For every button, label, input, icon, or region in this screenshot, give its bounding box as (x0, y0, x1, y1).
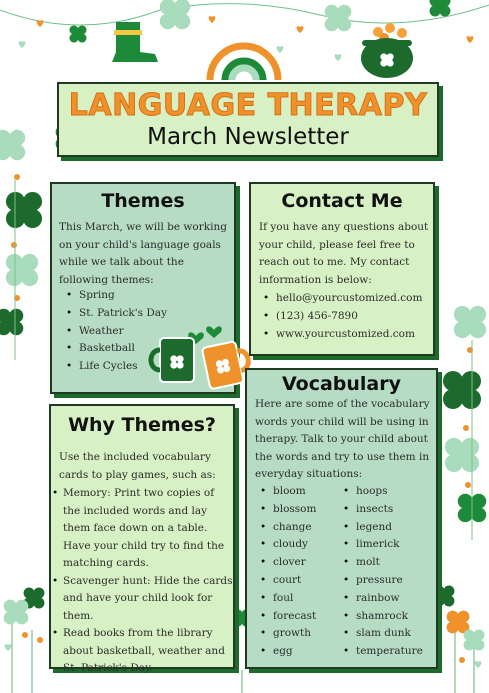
why-themes-intro: Use the included vocabulary cards to play games, such as: (59, 451, 216, 481)
why-themes-section (49, 404, 235, 674)
vocabulary-list-left (256, 483, 316, 661)
pot-of-gold-icon (361, 23, 413, 78)
mugs-icon (146, 322, 256, 394)
newsletter-subtitle: March Newsletter (147, 124, 349, 150)
contact-email[interactable]: • hello@yourcustomized.com (259, 290, 422, 308)
list-item: • foul (256, 590, 316, 608)
list-item: • limerick (339, 536, 423, 554)
shamrock-icon (24, 588, 45, 609)
list-item: • hoops (339, 483, 423, 501)
vocabulary-section (245, 368, 438, 669)
shamrock-icon (454, 306, 486, 338)
shamrock-icon (6, 254, 38, 286)
list-item: • rainbow (339, 590, 423, 608)
list-item: • Scavenger hunt: Hide the cards and have your child look for them. (51, 573, 233, 626)
shamrock-icon (325, 5, 352, 32)
list-item: • slam dunk (339, 625, 423, 643)
flower-icon (447, 611, 470, 634)
shamrock-icon (445, 438, 479, 472)
list-item: • St. Patrick's Day (62, 305, 167, 323)
list-item: • forecast (256, 608, 316, 626)
list-item: • Basketball (62, 340, 167, 358)
list-item: • clover (256, 554, 316, 572)
shamrock-icon (0, 309, 23, 336)
shamrock-icon (458, 494, 487, 523)
shamrock-icon (443, 371, 481, 409)
list-item: • change (256, 519, 316, 537)
list-item: • court (256, 572, 316, 590)
list-item: • Life Cycles (62, 358, 167, 376)
title-banner (57, 82, 439, 157)
vocabulary-intro: Here are some of the vocabulary words your child will be using in therapy. Talk to your child about the words and try to use them in everyday situations: (255, 398, 430, 480)
list-item: • cloudy (256, 536, 316, 554)
why-themes-list (51, 485, 233, 678)
list-item: • Spring (62, 287, 167, 305)
list-item: • Read books from the library about basketball, weather and St. Patrick's Day. (51, 625, 233, 678)
shamrock-icon (160, 0, 190, 29)
list-item: • legend (339, 519, 423, 537)
contact-intro: If you have any questions about your child, please feel free to reach out to me. My contact information is below: (259, 221, 429, 286)
vocabulary-list-right (339, 483, 423, 661)
list-item: • growth (256, 625, 316, 643)
newsletter-title: LANGUAGE THERAPY (68, 88, 428, 123)
vocabulary-heading: Vocabulary (281, 373, 402, 395)
contact-heading: Contact Me (281, 190, 403, 212)
contact-section (249, 182, 435, 356)
list-item: • shamrock (339, 608, 423, 626)
list-item: • temperature (339, 643, 423, 661)
boot-icon (112, 22, 158, 62)
list-item: • blossom (256, 501, 316, 519)
list-item: • Memory: Print two copies of the included words and lay them face down on a table. Have your child try to find the matching cards. (51, 485, 233, 573)
why-themes-heading: Why Themes? (68, 414, 216, 436)
list-item: • pressure (339, 572, 423, 590)
shamrock-icon (69, 25, 86, 42)
shamrock-icon (6, 192, 42, 228)
themes-heading: Themes (101, 190, 185, 212)
shamrock-icon (430, 0, 451, 16)
shamrock-icon (0, 130, 25, 160)
shamrock-icon (4, 600, 29, 625)
contact-website[interactable]: • www.yourcustomized.com (259, 326, 422, 344)
contact-list (259, 290, 422, 343)
themes-intro: This March, we will be working on your child's language goals while we talk about the following themes: (59, 221, 227, 286)
list-item: • molt (339, 554, 423, 572)
list-item: • egg (256, 643, 316, 661)
list-item: • Weather (62, 323, 167, 341)
shamrock-icon (464, 630, 485, 651)
contact-phone[interactable]: • (123) 456-7890 (259, 308, 422, 326)
list-item: • insects (339, 501, 423, 519)
list-item: • bloom (256, 483, 316, 501)
rainbow-icon (210, 46, 278, 80)
